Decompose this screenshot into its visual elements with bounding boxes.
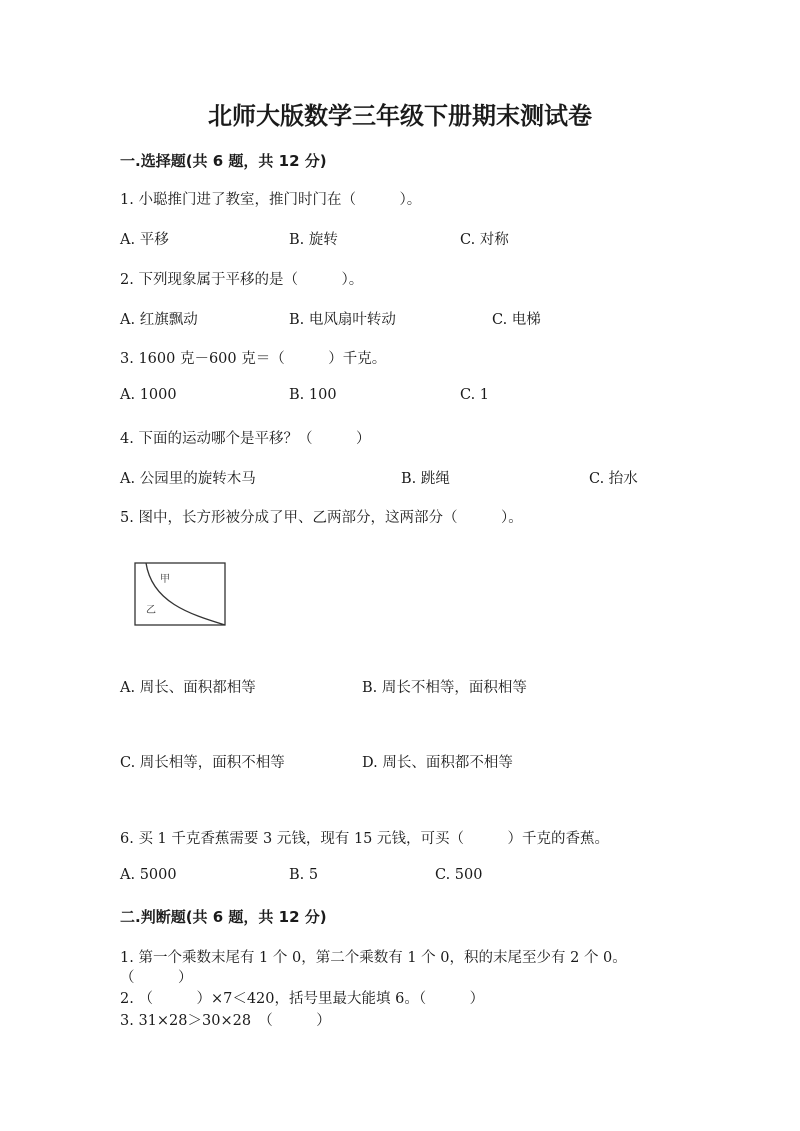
q2-option-a: A. 红旗飘动 <box>120 312 198 328</box>
question-1: 1. 小聪推门进了教室，推门时门在（ ）。 <box>120 192 422 208</box>
q4-option-c: C. 抬水 <box>589 471 638 487</box>
question-3: 3. 1600 克－600 克＝（ ）千克。 <box>120 351 387 367</box>
q2-option-b: B. 电风扇叶转动 <box>289 312 396 328</box>
q2-option-c: C. 电梯 <box>492 312 541 328</box>
question-5: 5. 图中，长方形被分成了甲、乙两部分，这两部分（ ）。 <box>120 510 523 526</box>
figure-label-yi: 乙 <box>146 605 156 616</box>
q3-option-b: B. 100 <box>289 387 337 403</box>
q6-option-b: B. 5 <box>289 867 319 883</box>
q5-option-a: A. 周长、面积都相等 <box>120 680 256 696</box>
page-title: 北师大版数学三年级下册期末测试卷 <box>208 102 592 130</box>
q5-option-b: B. 周长不相等，面积相等 <box>362 680 527 696</box>
q3-option-a: A. 1000 <box>120 387 177 403</box>
question-6: 6. 买 1 千克香蕉需要 3 元钱，现有 15 元钱，可买（ ）千克的香蕉。 <box>120 831 609 847</box>
judgment-1-blank: （ ） <box>120 970 193 986</box>
figure-label-jia: 甲 <box>160 574 170 585</box>
judgment-1: 1. 第一个乘数末尾有 1 个 0，第二个乘数有 1 个 0，积的末尾至少有 2 个 0。 <box>120 950 627 966</box>
q1-option-c: C. 对称 <box>460 232 509 248</box>
section-heading-judgment: 二.判断题(共 6 题，共 12 分) <box>120 908 327 926</box>
question-2: 2. 下列现象属于平移的是（ ）。 <box>120 272 364 288</box>
q6-option-a: A. 5000 <box>120 867 177 883</box>
judgment-3: 3. 31×28＞30×28 （ ） <box>120 1013 331 1029</box>
q5-option-d: D. 周长、面积都不相等 <box>362 755 513 771</box>
q6-option-c: C. 500 <box>435 867 483 883</box>
judgment-2: 2. （ ）×7＜420，括号里最大能填 6。（ ） <box>120 991 485 1007</box>
q1-option-b: B. 旋转 <box>289 232 338 248</box>
figure-divider-curve <box>146 563 225 625</box>
section-heading-choice: 一.选择题(共 6 题，共 12 分) <box>120 152 327 170</box>
q3-option-c: C. 1 <box>460 387 490 403</box>
q1-option-a: A. 平移 <box>120 232 169 248</box>
q4-option-a: A. 公园里的旋转木马 <box>120 471 256 487</box>
question-4: 4. 下面的运动哪个是平移？（ ） <box>120 431 371 447</box>
q4-option-b: B. 跳绳 <box>401 471 450 487</box>
rectangle-figure <box>134 562 226 626</box>
q5-option-c: C. 周长相等，面积不相等 <box>120 755 285 771</box>
